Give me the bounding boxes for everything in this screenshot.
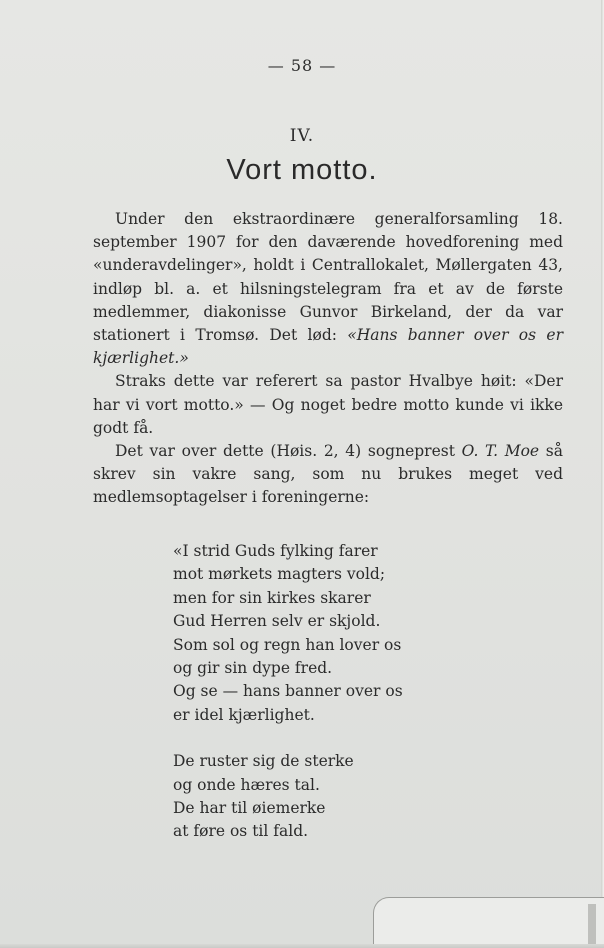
poem-line: «I strid Guds fylking farer bbox=[173, 542, 378, 560]
paragraph-1 bbox=[93, 208, 563, 370]
paragraph-1-text: Under den ekstraordinære generalforsamling 18. september 1907 for den daværende hovedforening med «underavdelinger», holdt i Centrallokalet, Møllergaten 43, indløp bl. a. et hilsningstelegram fra et av de første medlemmer, diakonisse Gunvor Birkeland, der da var stationert i Tromsø. Det lød: bbox=[93, 210, 563, 345]
poem-line: er idel kjærlighet. bbox=[173, 705, 315, 724]
chapter-title: Vort motto. bbox=[226, 154, 378, 186]
paragraph-3-text-end: så skrev sin vakre sang, som nu brukes meget ved medlemsoptagelser i foreningerne: bbox=[93, 442, 563, 507]
poem-line: at føre os til fald. bbox=[173, 822, 309, 841]
page-bottom-edge bbox=[0, 944, 604, 948]
marker-tab bbox=[588, 904, 596, 948]
paragraph-3 bbox=[93, 440, 563, 510]
page-number: — 58 — bbox=[267, 56, 337, 75]
poem-line: De ruster sig de sterke bbox=[173, 752, 354, 771]
paragraph-3-text-start: Det var over dette (Høis. 2, 4) sogneprest bbox=[115, 442, 462, 461]
poem-line: og gir sin dype fred. bbox=[173, 659, 333, 678]
poem-line: og onde hæres tal. bbox=[173, 775, 320, 794]
chapter-number: IV. bbox=[289, 126, 315, 146]
poem-line: men for sin kirkes skarer bbox=[173, 588, 371, 607]
poem-line: Og se — hans banner over os bbox=[173, 682, 403, 701]
poem-line: Gud Herren selv er skjold. bbox=[173, 612, 381, 631]
motto-quote: «Hans banner over os er kjærlighet.» bbox=[93, 326, 563, 368]
poem-line: mot mørkets magters vold; bbox=[173, 565, 386, 584]
body-text bbox=[93, 208, 563, 510]
scanner-corner-marker bbox=[373, 897, 604, 948]
poem-line: De har til øiemerke bbox=[173, 799, 326, 818]
poem-stanza-1 bbox=[173, 540, 403, 727]
poem-line: Som sol og regn han lover os bbox=[173, 635, 402, 654]
author-name: O. T. Moe bbox=[461, 442, 540, 461]
poem bbox=[173, 540, 403, 867]
paragraph-2: Straks dette var referert sa pastor Hvalbye høit: «Der har vi vort motto.» — Og noget bedre motto kunde vi ikke godt få. bbox=[93, 372, 563, 437]
poem-stanza-2 bbox=[173, 750, 403, 844]
